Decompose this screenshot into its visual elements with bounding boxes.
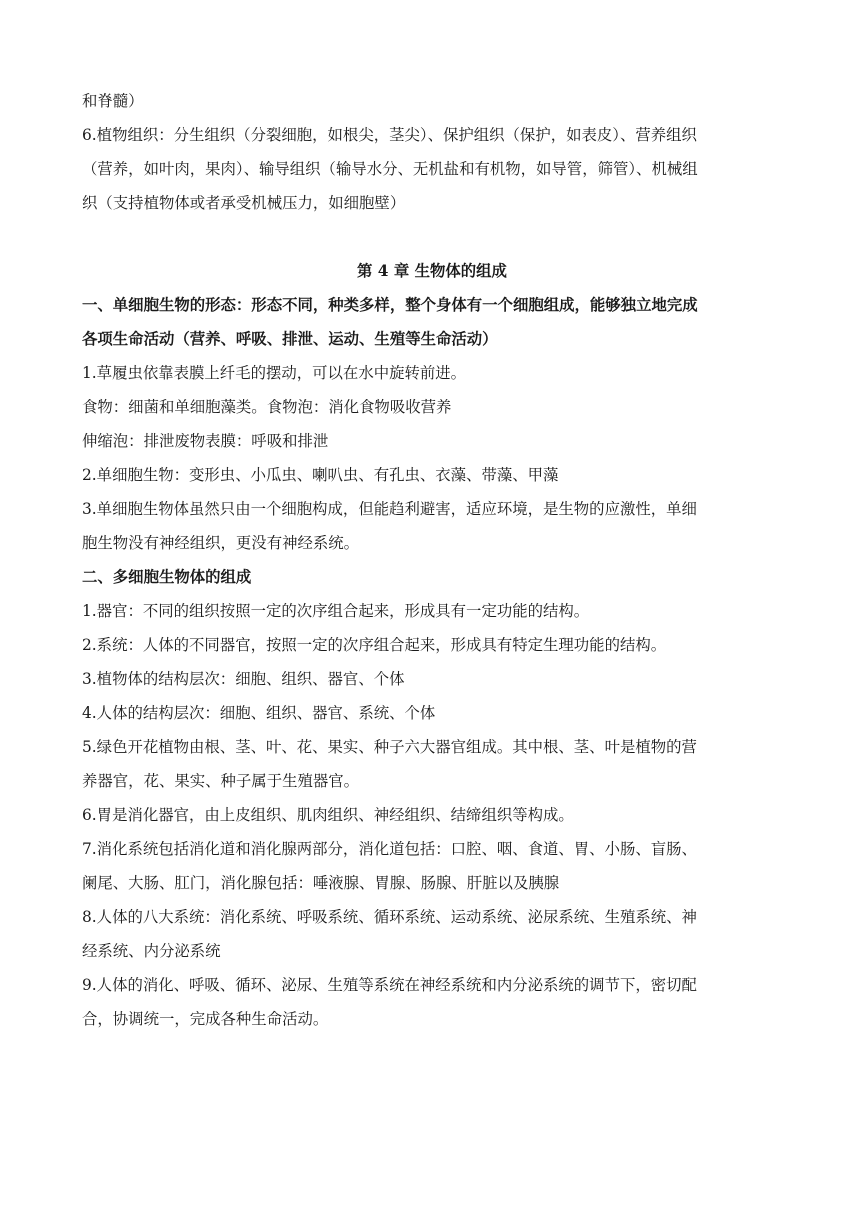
document-page — [82, 84, 782, 1036]
chapter-title: 第 4 章 生物体的组成 — [357, 262, 507, 280]
text-line: 6.胃是消化器官，由上皮组织、肌肉组织、神经组织、结缔组织等构成。 — [82, 806, 574, 824]
text-line: 7.消化系统包括消化道和消化腺两部分，消化道包括：口腔、咽、食道、胃、小肠、盲肠、 — [82, 840, 697, 858]
text-line: 8.人体的八大系统：消化系统、呼吸系统、循环系统、运动系统、泌尿系统、生殖系统、神 — [82, 908, 697, 926]
text-line: 和脊髓） — [82, 92, 144, 110]
text-line: 2.单细胞生物：变形虫、小瓜虫、喇叭虫、有孔虫、衣藻、带藻、甲藻 — [82, 466, 559, 484]
text-line: 1.器官：不同的组织按照一定的次序组合起来，形成具有一定功能的结构。 — [82, 602, 590, 620]
text-line: 伸缩泡：排泄废物表膜：呼吸和排泄 — [82, 432, 329, 450]
text-line: 9.人体的消化、呼吸、循环、泌尿、生殖等系统在神经系统和内分泌系统的调节下，密切配 — [82, 976, 697, 994]
text-line: 4.人体的结构层次：细胞、组织、器官、系统、个体 — [82, 704, 436, 722]
text-line: 3.植物体的结构层次：细胞、组织、器官、个体 — [82, 670, 405, 688]
text-line: 6.植物组织：分生组织（分裂细胞，如根尖，茎尖）、保护组织（保护，如表皮）、营养组织 — [82, 126, 697, 144]
section-heading: 一、单细胞生物的形态：形态不同，种类多样，整个身体有一个细胞组成，能够独立地完成 — [82, 296, 698, 314]
section-heading: 二、多细胞生物体的组成 — [82, 568, 252, 586]
text-line: 织（支持植物体或者承受机械压力，如细胞壁） — [82, 194, 406, 212]
text-line: 经系统、内分泌系统 — [82, 942, 221, 960]
text-line: （营养，如叶肉，果肉）、输导组织（输导水分、无机盐和有机物，如导管，筛管）、机械组 — [82, 160, 698, 178]
text-line: 养器官，花、果实、种子属于生殖器官。 — [82, 772, 360, 790]
text-line: 胞生物没有神经组织，更没有神经系统。 — [82, 534, 360, 552]
text-line: 3.单细胞生物体虽然只由一个细胞构成，但能趋利避害，适应环境，是生物的应激性，单细 — [82, 500, 697, 518]
text-line: 食物：细菌和单细胞藻类。食物泡：消化食物吸收营养 — [82, 398, 452, 416]
section-heading: 各项生命活动（营养、呼吸、排泄、运动、生殖等生命活动） — [82, 330, 498, 348]
spacer — [82, 220, 782, 254]
text-line: 1.草履虫依靠表膜上纤毛的摆动，可以在水中旋转前进。 — [82, 364, 467, 382]
text-line: 阑尾、大肠、肛门，消化腺包括：唾液腺、胃腺、肠腺、肝脏以及胰腺 — [82, 874, 560, 892]
text-line: 2.系统：人体的不同器官，按照一定的次序组合起来，形成具有特定生理功能的结构。 — [82, 636, 667, 654]
text-line: 5.绿色开花植物由根、茎、叶、花、果实、种子六大器官组成。其中根、茎、叶是植物的营 — [82, 738, 697, 756]
text-line: 合，协调统一，完成各种生命活动。 — [82, 1010, 329, 1028]
